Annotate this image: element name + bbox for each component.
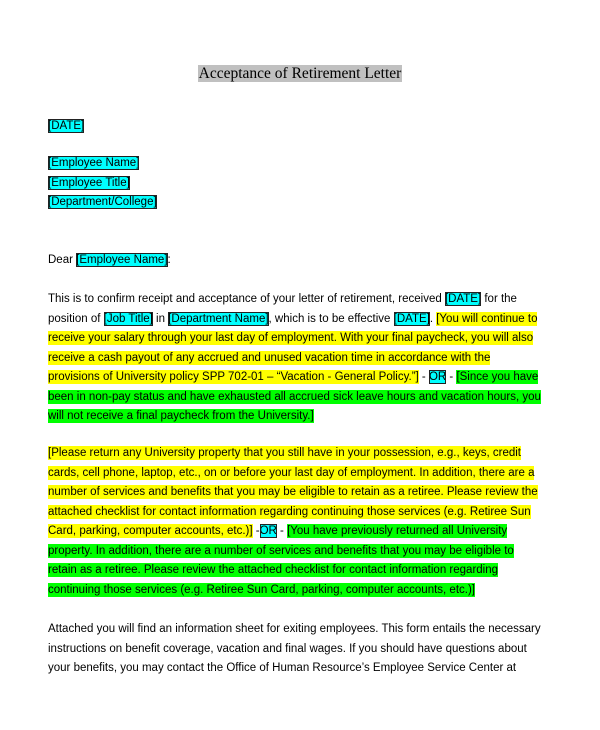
para1-text: for the position of — [48, 293, 517, 325]
para1-text: . — [429, 312, 437, 325]
or-separator: - — [418, 371, 429, 383]
or-separator: - — [446, 371, 457, 383]
para1-text: in — [152, 312, 169, 325]
salutation-prefix: Dear — [48, 254, 77, 266]
recipient-block — [48, 154, 544, 213]
attachment-text: Attached you will find an information sheet for exiting employees. This form entails the necessary instructions on benefit coverage, vacation and final wages. If you should have questions about your benefits, you may contact the Office of Human Resource’s Employee Service Center at — [48, 623, 541, 674]
job-title-field: [Job Title] — [103, 312, 153, 325]
recipient-title-field: [Employee Title] — [48, 176, 130, 189]
salutation-name-field: [Employee Name] — [76, 254, 168, 266]
recipient-name-field: [Employee Name] — [48, 157, 140, 169]
paycheck-option-yellow: [You will continue to receive your salary through your last day of employment. With your final paycheck, you will also receive a cash payout of any accrued and unused vacation time in accordance with the provisions of University policy SPP 702-01 – “Vacation - General Policy.”] — [48, 312, 538, 383]
para1-text: , which is to be effective — [268, 312, 394, 325]
received-date-field: [DATE] — [444, 293, 482, 305]
or-marker: OR — [428, 371, 447, 383]
department-name-field: [Department Name] — [168, 312, 269, 325]
date-line — [48, 117, 544, 137]
date-field: [DATE] — [48, 120, 85, 132]
paragraph-property — [48, 444, 544, 600]
or-separator: - — [276, 525, 288, 537]
or-separator: - — [252, 525, 260, 537]
recipient-department-field: [Department/College] — [48, 196, 157, 208]
paycheck-option-green: [Since you have been in non-pay status and have exhausted all accrued sick leave hours and vacation hours, you will not receive a final paycheck from the University.] — [48, 371, 541, 422]
para1-text: This is to confirm receipt and acceptance of your letter of retirement, received — [48, 293, 445, 305]
property-option-yellow: [Please return any University property that you still have in your possession, e.g., keys, credit cards, cell phone, laptop, etc., on or before your last day of employment. In addition, there are a number of services and benefits that you may be eligible to retain as a retiree. Please review the attached checklist for contact information regarding continuing those services (e.g. Retiree Sun Card, parking, computer accounts, etc.)] — [48, 447, 538, 537]
effective-date-field: [DATE] — [393, 312, 430, 325]
or-marker: OR — [259, 525, 277, 537]
paragraph-attachment — [48, 620, 544, 679]
salutation — [48, 251, 544, 271]
property-option-green: [You have previously returned all University property. In addition, there are a number of services and benefits that you may be eligible to retain as a retiree. Please review the attached checklist for contact information regarding continuing those services (e.g. Retiree Sun Card, parking, computer accounts, etc.)] — [48, 525, 514, 596]
paragraph-confirmation — [48, 290, 544, 427]
letter-title-text: Acceptance of Retirement Letter — [198, 65, 402, 82]
salutation-suffix: : — [167, 254, 171, 266]
letter-title — [0, 64, 600, 84]
